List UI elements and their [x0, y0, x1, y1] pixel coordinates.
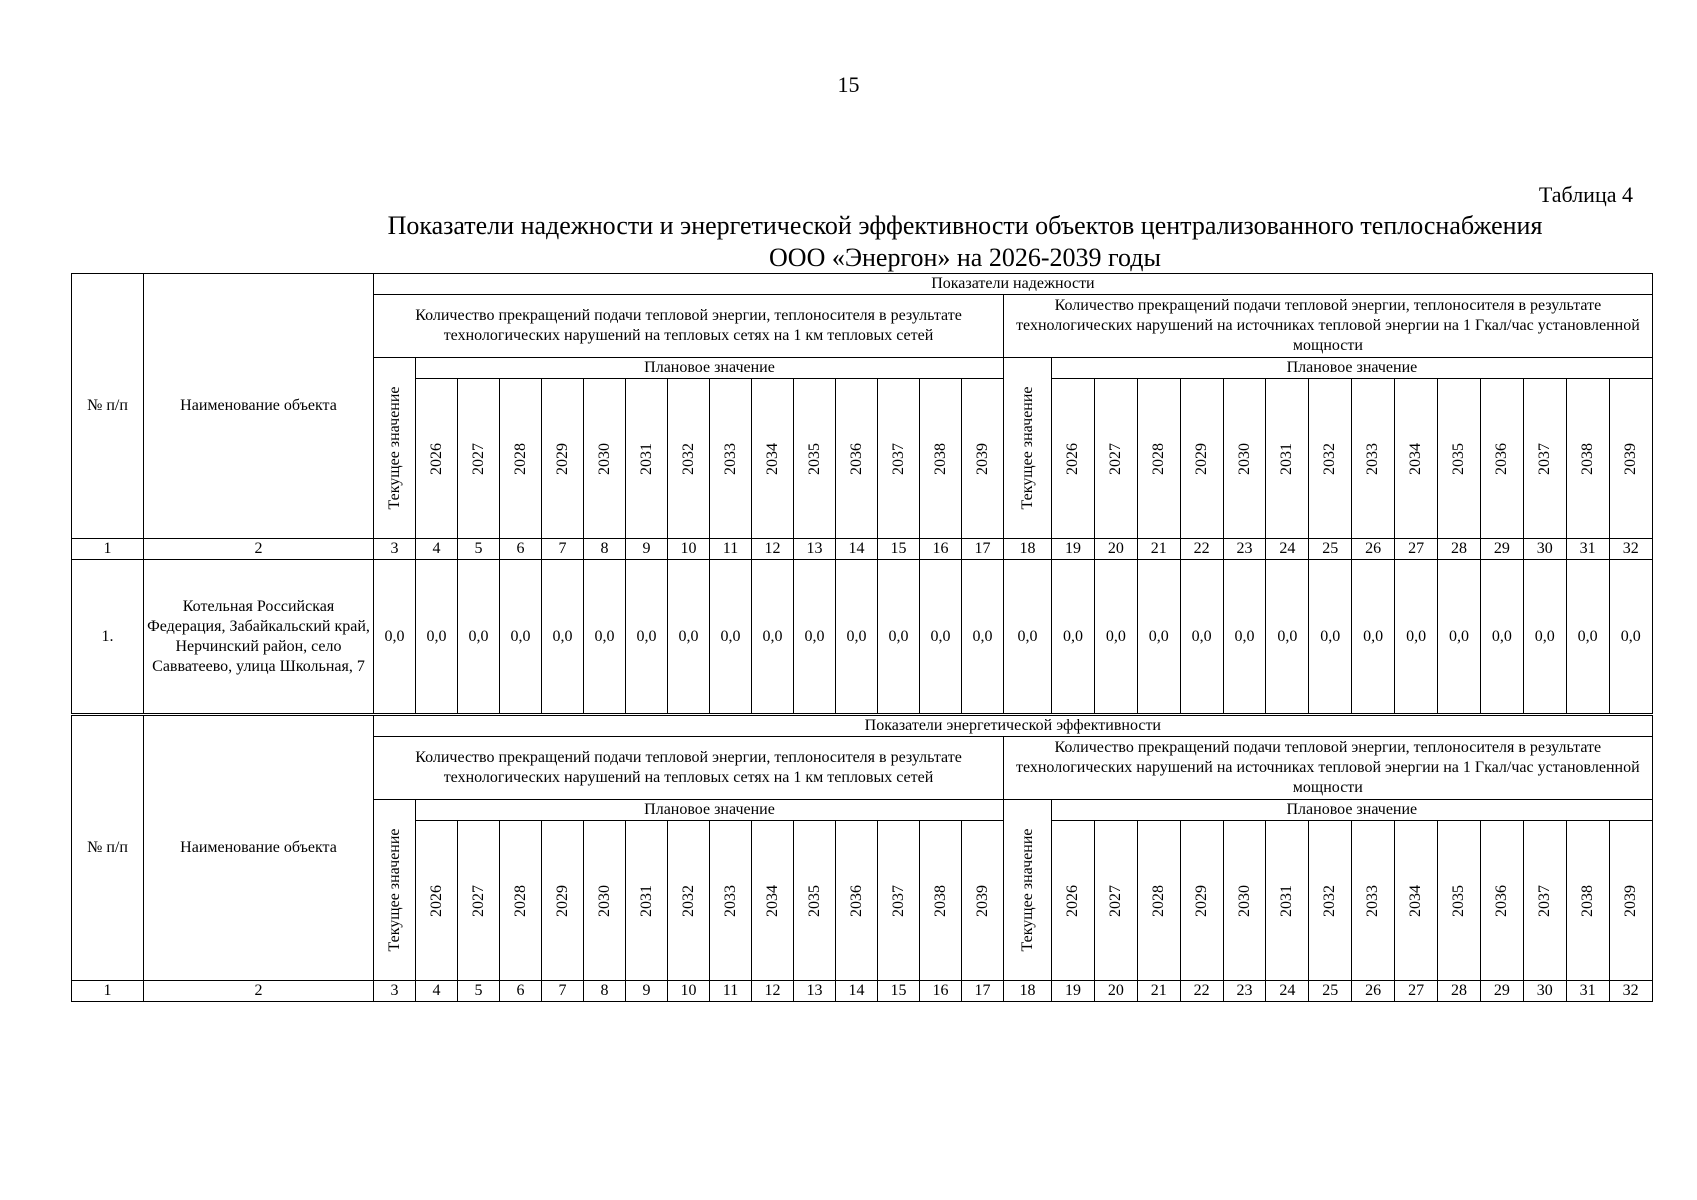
col-name-header: Наименование объекта: [144, 274, 374, 539]
value-cell: 0,0: [836, 560, 878, 714]
year-header: [878, 379, 920, 539]
year-header-text: 2031: [637, 442, 655, 475]
year-header-text: 2038: [1578, 442, 1596, 475]
column-number: 9: [626, 539, 668, 560]
value-cell: 0,0: [794, 560, 836, 714]
year-header: [1266, 821, 1309, 981]
year-header-text: 2034: [763, 884, 781, 917]
group-sources-header: Количество прекращений подачи тепловой энергии, теплоносителя в результате технологических нарушений на источниках тепловой энергии на 1 Гкал/час установленной мощности: [1004, 295, 1653, 358]
column-number: 10: [668, 539, 710, 560]
year-header: [1094, 379, 1137, 539]
column-number: 2: [144, 981, 374, 1002]
column-number: 4: [416, 981, 458, 1002]
year-header: [500, 379, 542, 539]
year-header-text: 2036: [1492, 442, 1510, 475]
col-no-header: № п/п: [72, 716, 144, 981]
value-cell: 0,0: [1137, 560, 1180, 714]
year-header: [1180, 379, 1223, 539]
year-header-text: 2029: [1192, 442, 1210, 475]
year-header-text: 2033: [1364, 884, 1382, 917]
year-header-text: 2039: [1621, 442, 1639, 475]
planned-value-header: Плановое значение: [416, 800, 1004, 821]
year-header: [836, 379, 878, 539]
year-header-text: 2037: [1535, 884, 1553, 917]
col-name-header: Наименование объекта: [144, 716, 374, 981]
value-cell: 0,0: [1480, 560, 1523, 714]
year-header: [1094, 821, 1137, 981]
column-number: 24: [1266, 539, 1309, 560]
value-cell: 0,0: [1052, 560, 1095, 714]
group-sources-header: Количество прекращений подачи тепловой энергии, теплоносителя в результате технологических нарушений на источниках тепловой энергии на 1 Гкал/час установленной мощности: [1004, 737, 1653, 800]
year-header-text: 2028: [511, 442, 529, 475]
year-header-text: 2037: [1535, 442, 1553, 475]
column-number: 12: [752, 981, 794, 1002]
year-header-text: 2038: [931, 884, 949, 917]
year-header: [1352, 379, 1395, 539]
value-cell: 0,0: [1004, 560, 1052, 714]
column-number: 25: [1309, 539, 1352, 560]
year-header-text: 2032: [679, 884, 697, 917]
column-number: 26: [1352, 539, 1395, 560]
column-number: 28: [1438, 981, 1481, 1002]
column-number: 18: [1004, 981, 1052, 1002]
header-row-1: [72, 716, 1653, 737]
year-header: [1523, 821, 1566, 981]
column-number: 5: [458, 539, 500, 560]
column-number: 22: [1180, 539, 1223, 560]
page-title: [300, 210, 1630, 274]
year-header-text: 2028: [1149, 884, 1167, 917]
column-number: 22: [1180, 981, 1223, 1002]
column-number: 4: [416, 539, 458, 560]
column-number: 23: [1223, 539, 1266, 560]
year-header-text: 2026: [1063, 442, 1081, 475]
column-number: 15: [878, 539, 920, 560]
object-name: Котельная Российская Федерация, Забайкальский край, Нерчинский район, село Савватеево, улица Школьная, 7: [144, 560, 374, 714]
value-cell: 0,0: [458, 560, 500, 714]
year-header-text: 2028: [1149, 442, 1167, 475]
planned-value-header: Плановое значение: [1052, 800, 1653, 821]
year-header-text: 2029: [1192, 884, 1210, 917]
column-number: 24: [1266, 981, 1309, 1002]
year-header: [794, 379, 836, 539]
year-header-text: 2035: [1449, 884, 1467, 917]
column-number: 8: [584, 981, 626, 1002]
header-row-1: [72, 274, 1653, 295]
year-header: [1309, 379, 1352, 539]
year-header-text: 2026: [427, 442, 445, 475]
value-cell: 0,0: [752, 560, 794, 714]
year-header-text: 2036: [847, 442, 865, 475]
column-number: 27: [1395, 539, 1438, 560]
column-number: 19: [1052, 539, 1095, 560]
year-header: [1352, 821, 1395, 981]
year-header-text: 2037: [889, 442, 907, 475]
year-header: [542, 821, 584, 981]
column-number: 17: [962, 539, 1004, 560]
year-header: [920, 821, 962, 981]
column-number: 3: [374, 981, 416, 1002]
year-header-text: 2034: [1407, 884, 1425, 917]
year-header: [836, 821, 878, 981]
year-header-text: 2034: [763, 442, 781, 475]
column-number: 21: [1137, 539, 1180, 560]
year-header-text: 2027: [469, 884, 487, 917]
column-number: 30: [1523, 539, 1566, 560]
column-number: 31: [1566, 981, 1609, 1002]
column-number: 28: [1438, 539, 1481, 560]
year-header: [1566, 821, 1609, 981]
year-header: [1480, 821, 1523, 981]
column-number: 16: [920, 981, 962, 1002]
year-header-text: 2031: [637, 884, 655, 917]
value-cell: 0,0: [1395, 560, 1438, 714]
year-header-text: 2033: [1364, 442, 1382, 475]
column-number: 2: [144, 539, 374, 560]
year-header: [1052, 379, 1095, 539]
group-networks-header: Количество прекращений подачи тепловой энергии, теплоносителя в результате технологических нарушений на тепловых сетях на 1 км тепловых сетей: [374, 295, 1004, 358]
year-header: [1180, 821, 1223, 981]
section-header: Показатели энергетической эффективности: [374, 716, 1653, 737]
year-header-text: 2027: [1106, 884, 1124, 917]
col-no-header: № п/п: [72, 274, 144, 539]
title-line-1: Показатели надежности и энергетической эффективности объектов централизованного теплоснабжения: [387, 211, 1543, 240]
value-cell: 0,0: [920, 560, 962, 714]
year-header: [1266, 379, 1309, 539]
year-header: [584, 379, 626, 539]
column-number: 23: [1223, 981, 1266, 1002]
year-header-text: 2037: [889, 884, 907, 917]
planned-value-header: Плановое значение: [416, 358, 1004, 379]
row-number: 1.: [72, 560, 144, 714]
column-number: 19: [1052, 981, 1095, 1002]
year-header-text: 2036: [847, 884, 865, 917]
value-cell: 0,0: [374, 560, 416, 714]
year-header: [1223, 821, 1266, 981]
year-header-text: 2029: [553, 442, 571, 475]
current-value-header-text: Текущее значение: [385, 386, 403, 510]
column-number: 21: [1137, 981, 1180, 1002]
year-header-text: 2035: [805, 884, 823, 917]
column-number: 32: [1609, 539, 1652, 560]
current-value-header: [374, 800, 416, 981]
column-number: 3: [374, 539, 416, 560]
column-number: 8: [584, 539, 626, 560]
year-header: [1395, 379, 1438, 539]
column-number: 29: [1480, 539, 1523, 560]
column-number: 15: [878, 981, 920, 1002]
year-header: [542, 379, 584, 539]
value-cell: 0,0: [416, 560, 458, 714]
year-header: [1052, 821, 1095, 981]
year-header: [1609, 821, 1652, 981]
column-number: 6: [500, 981, 542, 1002]
year-header: [962, 379, 1004, 539]
value-cell: 0,0: [1438, 560, 1481, 714]
column-number: 30: [1523, 981, 1566, 1002]
year-header: [1480, 379, 1523, 539]
year-header: [1438, 821, 1481, 981]
year-header-text: 2036: [1492, 884, 1510, 917]
value-cell: 0,0: [1352, 560, 1395, 714]
value-cell: 0,0: [878, 560, 920, 714]
value-cell: 0,0: [500, 560, 542, 714]
current-value-header: [1004, 800, 1052, 981]
column-number: 7: [542, 981, 584, 1002]
column-number: 27: [1395, 981, 1438, 1002]
column-number: 6: [500, 539, 542, 560]
value-cell: 0,0: [626, 560, 668, 714]
year-header: [626, 379, 668, 539]
year-header: [458, 379, 500, 539]
year-header: [752, 379, 794, 539]
value-cell: 0,0: [1266, 560, 1309, 714]
column-number: 11: [710, 539, 752, 560]
column-number: 1: [72, 981, 144, 1002]
current-value-header-text: Текущее значение: [385, 828, 403, 952]
year-header-text: 2034: [1407, 442, 1425, 475]
year-header: [710, 379, 752, 539]
column-number: 20: [1094, 981, 1137, 1002]
column-number: 20: [1094, 539, 1137, 560]
column-number: 7: [542, 539, 584, 560]
table-row: [72, 560, 1653, 714]
value-cell: 0,0: [1609, 560, 1652, 714]
year-header: [668, 379, 710, 539]
reliability-table: [71, 273, 1653, 714]
year-header: [626, 821, 668, 981]
year-header-text: 2028: [511, 884, 529, 917]
title-line-2: ООО «Энергон» на 2026-2039 годы: [769, 243, 1161, 272]
year-header: [584, 821, 626, 981]
year-header-text: 2027: [1106, 442, 1124, 475]
value-cell: 0,0: [1180, 560, 1223, 714]
current-value-header-text: Текущее значение: [1018, 386, 1036, 510]
column-number: 16: [920, 539, 962, 560]
value-cell: 0,0: [962, 560, 1004, 714]
value-cell: 0,0: [584, 560, 626, 714]
value-cell: 0,0: [542, 560, 584, 714]
year-header: [668, 821, 710, 981]
year-header-text: 2029: [553, 884, 571, 917]
year-header: [458, 821, 500, 981]
value-cell: 0,0: [668, 560, 710, 714]
table-label: Таблица 4: [1538, 182, 1633, 207]
column-number: 9: [626, 981, 668, 1002]
page-number: 15: [837, 72, 860, 97]
column-number: 13: [794, 981, 836, 1002]
year-header: [416, 821, 458, 981]
year-header: [416, 379, 458, 539]
current-value-header-text: Текущее значение: [1018, 828, 1036, 952]
current-value-header: [1004, 358, 1052, 539]
column-numbers-row: [72, 539, 1653, 560]
year-header-text: 2031: [1278, 884, 1296, 917]
value-cell: 0,0: [1523, 560, 1566, 714]
column-number: 18: [1004, 539, 1052, 560]
year-header-text: 2033: [721, 442, 739, 475]
year-header: [1609, 379, 1652, 539]
year-header-text: 2030: [595, 884, 613, 917]
column-number: 14: [836, 981, 878, 1002]
year-header-text: 2026: [1063, 884, 1081, 917]
section-header: Показатели надежности: [374, 274, 1653, 295]
year-header-text: 2032: [1321, 884, 1339, 917]
year-header: [1438, 379, 1481, 539]
year-header-text: 2027: [469, 442, 487, 475]
year-header-text: 2039: [973, 442, 991, 475]
year-header: [1223, 379, 1266, 539]
year-header: [878, 821, 920, 981]
column-number: 12: [752, 539, 794, 560]
year-header: [794, 821, 836, 981]
year-header-text: 2038: [1578, 884, 1596, 917]
year-header-text: 2039: [1621, 884, 1639, 917]
year-header: [1523, 379, 1566, 539]
year-header-text: 2032: [679, 442, 697, 475]
year-header-text: 2026: [427, 884, 445, 917]
column-number: 11: [710, 981, 752, 1002]
column-number: 5: [458, 981, 500, 1002]
year-header-text: 2039: [973, 884, 991, 917]
column-number: 14: [836, 539, 878, 560]
column-number: 17: [962, 981, 1004, 1002]
year-header-text: 2033: [721, 884, 739, 917]
year-header: [1137, 379, 1180, 539]
value-cell: 0,0: [710, 560, 752, 714]
column-numbers-row: [72, 981, 1653, 1002]
column-number: 1: [72, 539, 144, 560]
column-number: 10: [668, 981, 710, 1002]
year-header: [1395, 821, 1438, 981]
year-header: [1137, 821, 1180, 981]
year-header-text: 2031: [1278, 442, 1296, 475]
year-header-text: 2030: [1235, 442, 1253, 475]
year-header-text: 2030: [595, 442, 613, 475]
year-header-text: 2038: [931, 442, 949, 475]
year-header-text: 2035: [1449, 442, 1467, 475]
value-cell: 0,0: [1309, 560, 1352, 714]
year-header: [962, 821, 1004, 981]
planned-value-header: Плановое значение: [1052, 358, 1653, 379]
value-cell: 0,0: [1094, 560, 1137, 714]
year-header-text: 2032: [1321, 442, 1339, 475]
column-number: 31: [1566, 539, 1609, 560]
year-header: [500, 821, 542, 981]
column-number: 26: [1352, 981, 1395, 1002]
value-cell: 0,0: [1566, 560, 1609, 714]
year-header-text: 2035: [805, 442, 823, 475]
group-networks-header: Количество прекращений подачи тепловой энергии, теплоносителя в результате технологических нарушений на тепловых сетях на 1 км тепловых сетей: [374, 737, 1004, 800]
year-header: [752, 821, 794, 981]
year-header: [920, 379, 962, 539]
year-header-text: 2030: [1235, 884, 1253, 917]
year-header: [1309, 821, 1352, 981]
column-number: 25: [1309, 981, 1352, 1002]
value-cell: 0,0: [1223, 560, 1266, 714]
current-value-header: [374, 358, 416, 539]
column-number: 32: [1609, 981, 1652, 1002]
column-number: 29: [1480, 981, 1523, 1002]
year-header: [1566, 379, 1609, 539]
column-number: 13: [794, 539, 836, 560]
efficiency-table: [71, 715, 1653, 1002]
year-header: [710, 821, 752, 981]
